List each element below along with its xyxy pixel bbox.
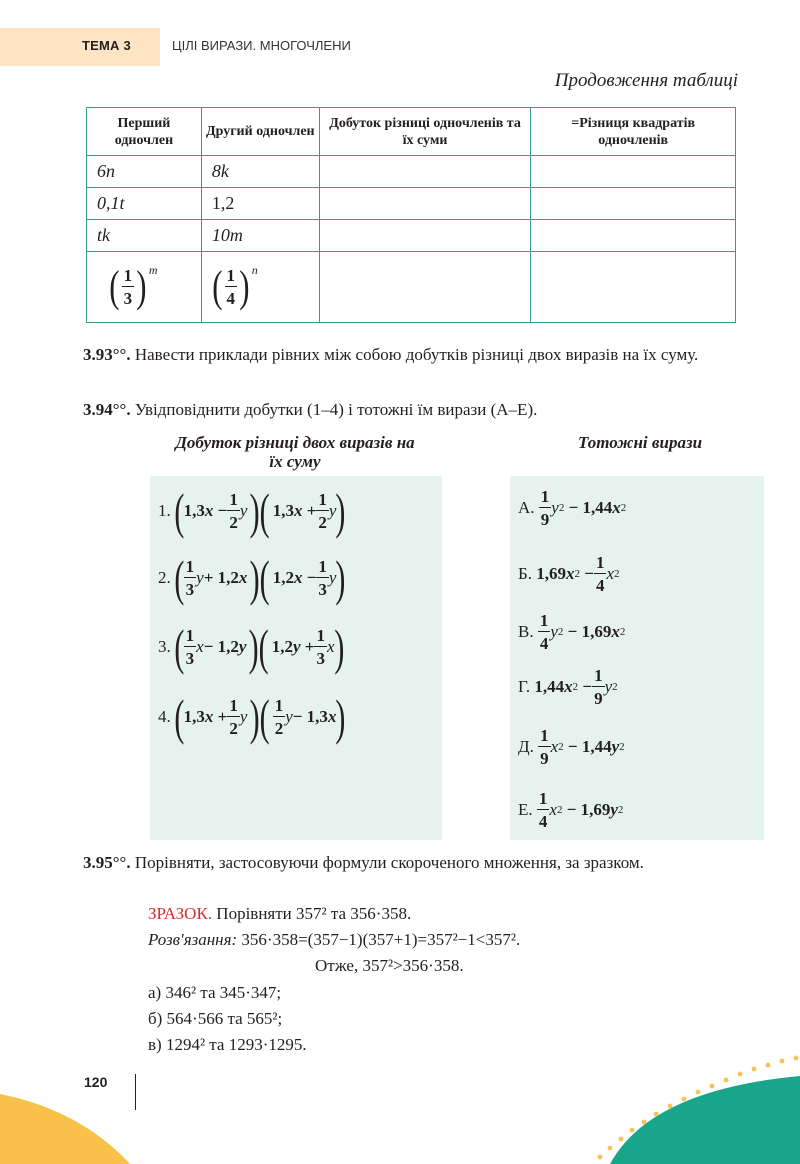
- product-item-4[interactable]: 4. ( 1,3x + $\frac{1}{2}$ y )( $\frac{1}{2}$ y − 1,3x ): [158, 689, 346, 745]
- cell-first: 0,1t: [87, 188, 202, 220]
- header-first-monomial: Перший одночлен: [87, 108, 202, 156]
- problem-text: Навести приклади рівних між собою добутків різниці двох виразів на їх суму.: [134, 345, 699, 364]
- problem-3-95: [83, 851, 743, 874]
- product-item-2[interactable]: 2. ( $\frac{1}{3}$ y + 1,2x )( 1,2x − $\frac{1}{3}$ y ): [158, 550, 346, 606]
- problem-text: Порівняти, застосовуючи формули скороченого множення, за зразком.: [134, 853, 644, 872]
- problem-number: 3.95°°.: [83, 853, 131, 872]
- therefore-line: Отже, 357²>356·358.: [315, 956, 464, 975]
- header-band: [0, 28, 160, 66]
- table-row: [87, 188, 736, 220]
- solution-text: 356·358=(357−1)(357+1)=357²−1<357².: [241, 930, 521, 949]
- solution-line: [148, 930, 520, 950]
- task-c: в) 1294² та 1293·1295.: [148, 1035, 307, 1054]
- item-label: Г.: [518, 677, 531, 696]
- cell-first: ( $\frac{1}{3}$ ) $^m$: [87, 252, 202, 323]
- header-title: ЦІЛІ ВИРАЗИ. МНОГОЧЛЕНИ: [172, 38, 351, 53]
- task-b: б) 564·566 та 565²;: [148, 1009, 283, 1028]
- item-label: 2.: [158, 568, 171, 587]
- sample-line: [148, 904, 411, 924]
- cell-first: tk: [87, 220, 202, 252]
- cell-product[interactable]: [319, 220, 531, 252]
- cell-second: 8k: [201, 156, 319, 188]
- fraction-denominator: 3: [123, 289, 133, 308]
- table-row: [87, 220, 736, 252]
- fraction-numerator: 1: [226, 266, 236, 285]
- identity-item-d[interactable]: Д. $\frac{1}{9}$ x 2 − 1,44y 2: [518, 726, 625, 768]
- cell-result[interactable]: [531, 252, 736, 323]
- problem-number: 3.94°°.: [83, 400, 131, 419]
- cell-product[interactable]: [319, 188, 531, 220]
- monomials-table: [86, 107, 736, 323]
- item-label: 1.: [158, 501, 171, 520]
- identity-item-a[interactable]: А. $\frac{1}{9}$ y 2 − 1,44x 2: [518, 487, 627, 529]
- item-label: В.: [518, 622, 534, 641]
- identities-box: [510, 476, 764, 840]
- problem-3-94: [83, 398, 743, 421]
- identity-item-g[interactable]: Г. 1,44x 2 − $\frac{1}{9}$ y 2: [518, 666, 618, 708]
- header-difference-squares: =Різниця квадратів одночленів: [531, 108, 736, 156]
- table-row: [87, 252, 736, 323]
- item-label: Д.: [518, 737, 534, 756]
- cell-result[interactable]: [531, 156, 736, 188]
- cell-product[interactable]: [319, 252, 531, 323]
- exponent: m: [148, 263, 158, 277]
- problem-text: Увідповіднити добутки (1–4) і тотожні їм вирази (А–Е).: [134, 400, 538, 419]
- cell-result[interactable]: [531, 220, 736, 252]
- item-label: Е.: [518, 800, 533, 819]
- header-product: Добуток різниці одночленів та їх суми: [319, 108, 531, 156]
- identity-item-b[interactable]: Б. 1,69x 2 − $\frac{1}{4}$ x 2: [518, 553, 620, 595]
- header-theme: ТЕМА 3: [82, 38, 131, 53]
- table-row: [87, 156, 736, 188]
- identity-item-v[interactable]: В. $\frac{1}{4}$ y 2 − 1,69x 2: [518, 611, 626, 653]
- identity-item-e[interactable]: Е. $\frac{1}{4}$ x 2 − 1,69y 2: [518, 789, 624, 831]
- sample-text: Порівняти 357² та 356·358.: [216, 904, 412, 923]
- item-label: 3.: [158, 637, 171, 656]
- cell-result[interactable]: [531, 188, 736, 220]
- cell-second: 1,2: [201, 188, 319, 220]
- fraction-numerator: 1: [123, 266, 133, 285]
- table-continuation-note: Продовження таблиці: [554, 70, 738, 91]
- solution-label: Розв'язання:: [148, 930, 238, 949]
- decor-corner-shapes: [0, 1050, 800, 1164]
- task-a: а) 346² та 345·347;: [148, 983, 282, 1002]
- item-label: А.: [518, 498, 535, 517]
- product-item-1[interactable]: 1. ( 1,3x − $\frac{1}{2}$ y )( 1,3x + $\frac{1}{2}$ y ): [158, 483, 346, 539]
- cell-first: 6n: [87, 156, 202, 188]
- exponent: n: [251, 263, 258, 277]
- cell-second: 10m: [201, 220, 319, 252]
- cell-second: ( $\frac{1}{4}$ ) $^n$: [201, 252, 319, 323]
- product-item-3[interactable]: 3. ( $\frac{1}{3}$ x − 1,2y )( 1,2y + $\frac{1}{3}$ x ): [158, 619, 344, 675]
- right-column-heading: Тотожні вирази: [577, 433, 703, 452]
- fraction-denominator: 4: [226, 289, 236, 308]
- left-column-heading: Добуток різниці двох виразів на їх суму: [175, 433, 415, 471]
- item-label: 4.: [158, 707, 171, 726]
- page-number: 120: [84, 1074, 108, 1090]
- problem-number: 3.93°°.: [83, 345, 131, 364]
- sample-label: ЗРАЗОК.: [148, 904, 213, 923]
- item-label: Б.: [518, 564, 533, 583]
- page-number-divider: [135, 1074, 136, 1110]
- header-second-monomial: Другий одночлен: [201, 108, 319, 156]
- cell-product[interactable]: [319, 156, 531, 188]
- problem-3-93: [83, 343, 743, 366]
